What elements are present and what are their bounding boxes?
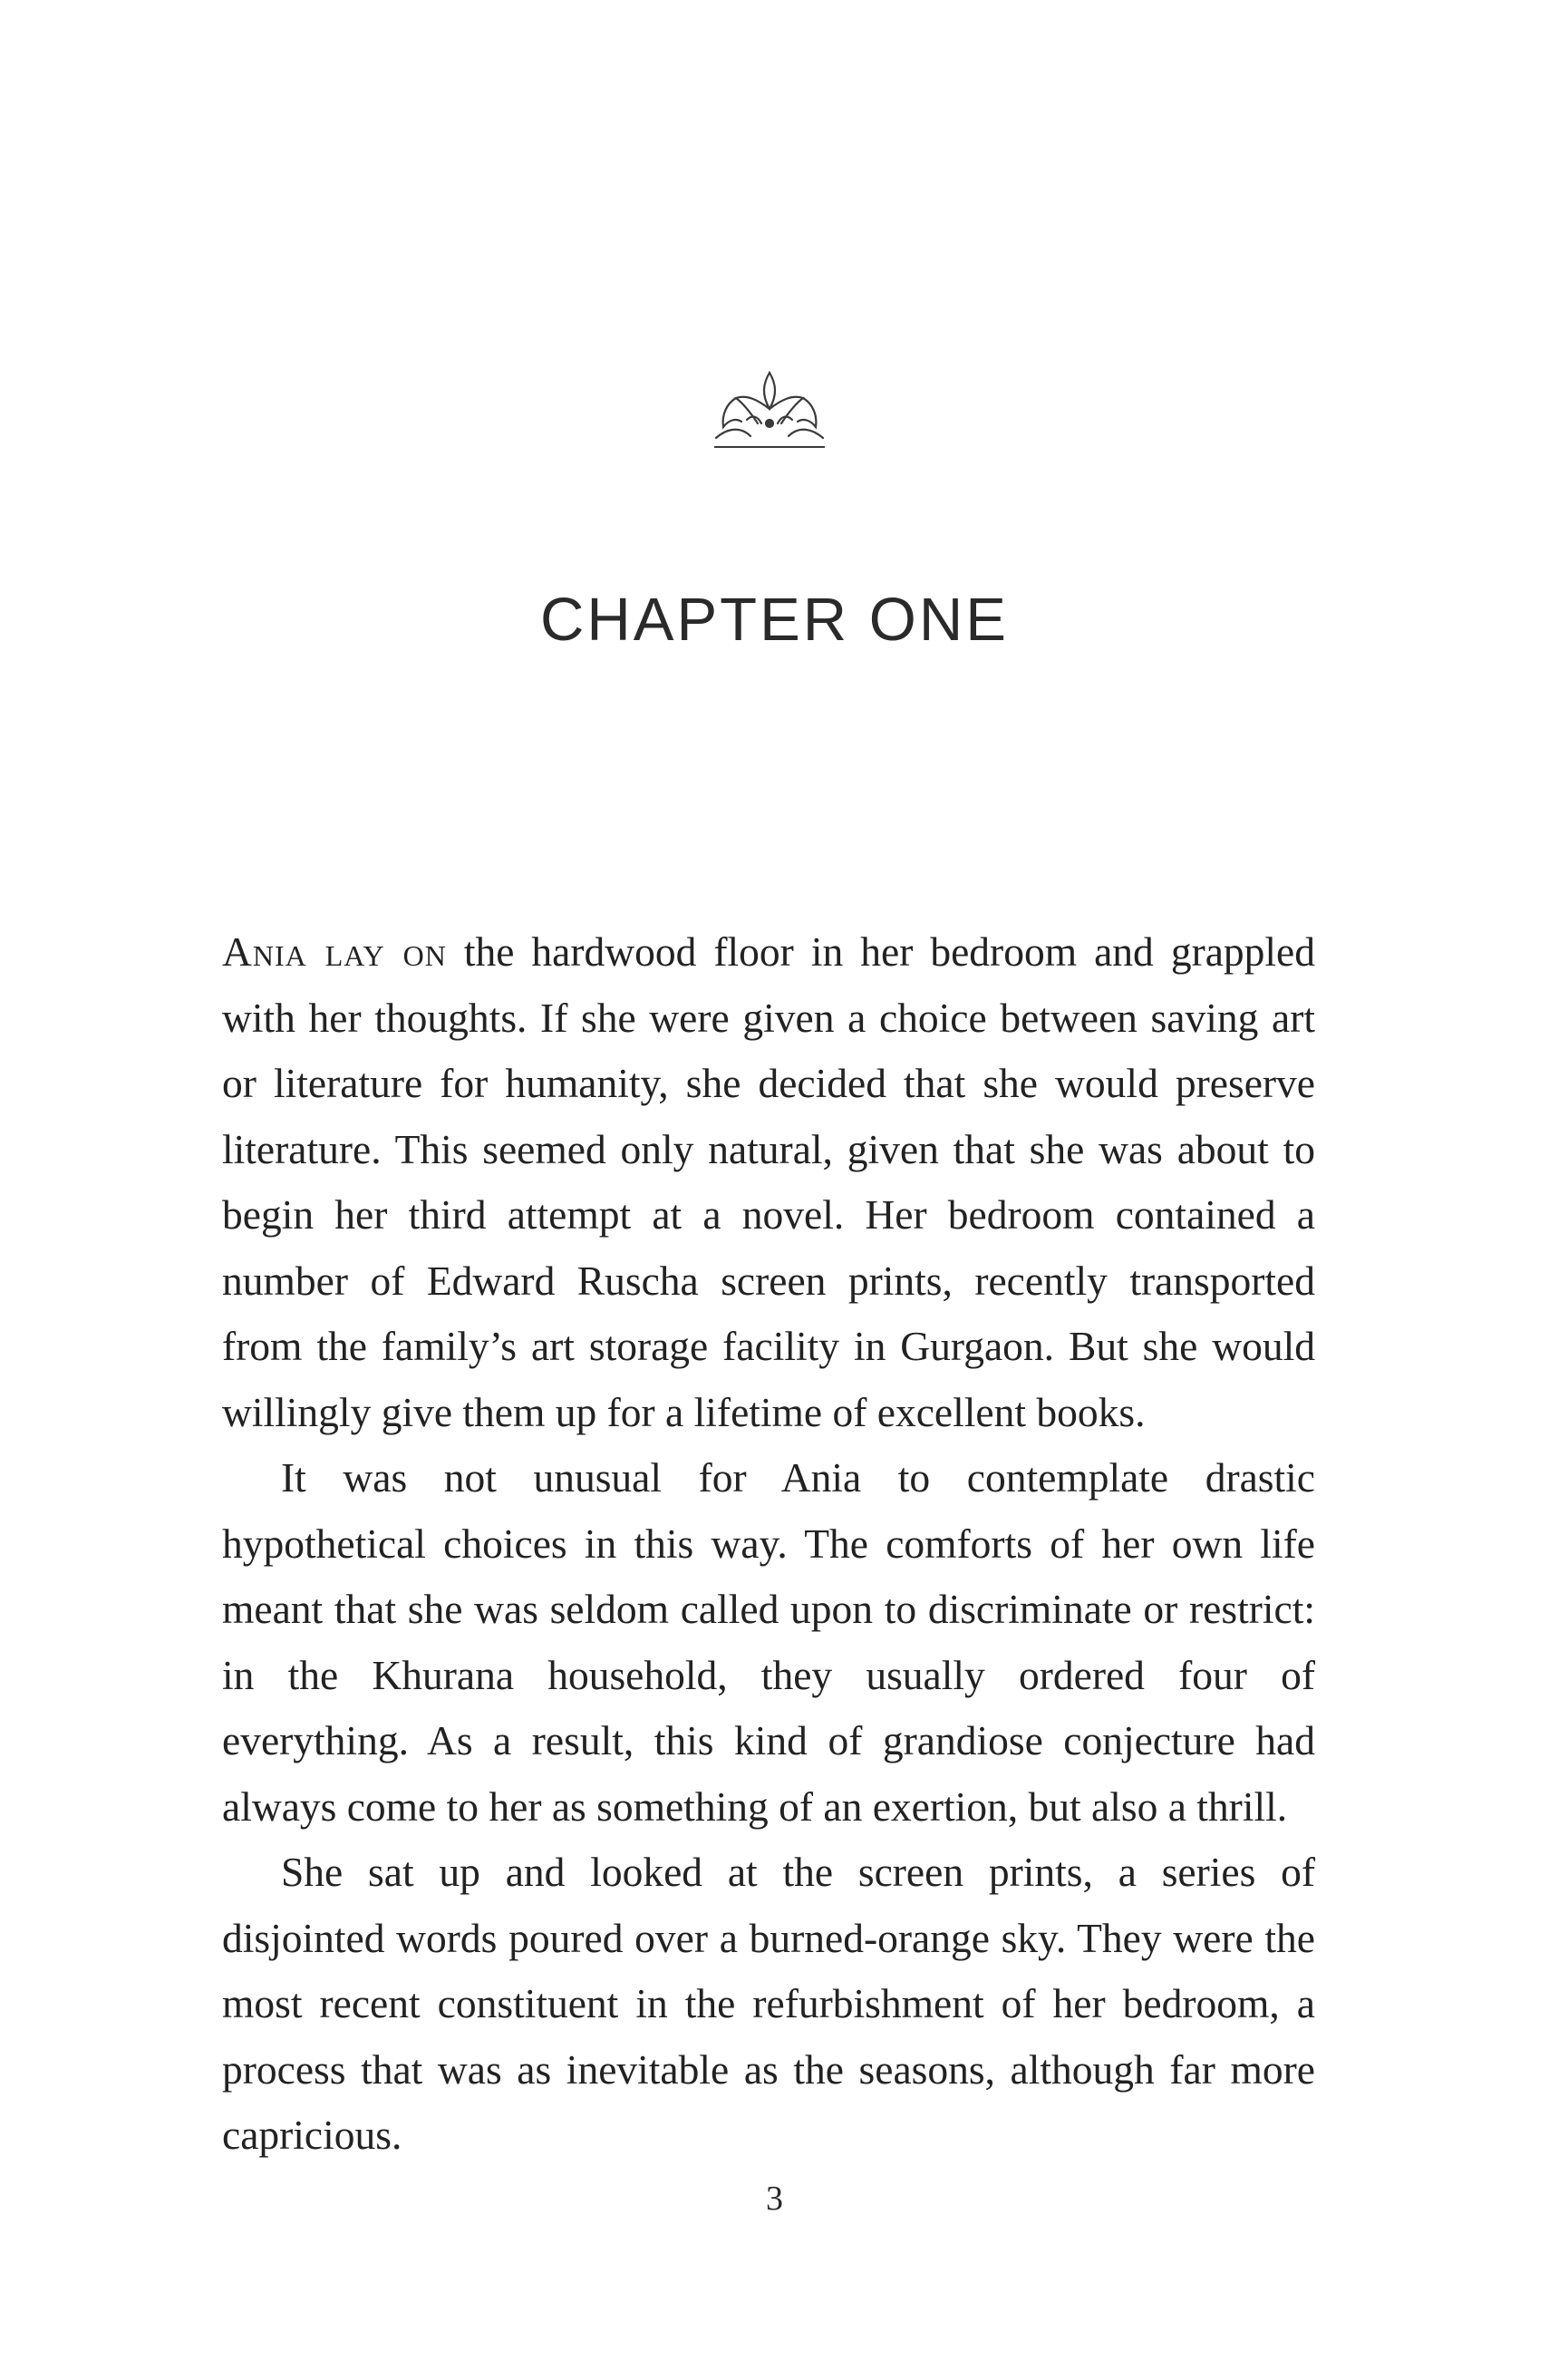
paragraph-1-text: the hardwood floor in her bedroom and grappled with her thoughts. If she were given a choice between saving art or literature for humanity, she decided that she would preserve literature. This seemed only natural, given that she was about to begin her third attempt at a novel. Her bedroom contained a number of Edward Ruscha screen prints, recently transported from the family’s art storage facility in Gurgaon. But she would willingly give them up for a lifetime of excellent books. <box>222 928 1316 1435</box>
paragraph-1 <box>222 919 1315 1445</box>
paragraph-2: It was not unusual for Ania to contemplate drastic hypothetical choices in this way. The comforts of her own life meant that she was seldom called upon to discriminate or restrict: in the Khurana household, they usually ordered four of everything. As a result, this kind of grandiose conjecture had always come to her as something of an exertion, but also a thrill. <box>222 1454 1315 1830</box>
paragraph-3: She sat up and looked at the screen prints, a series of disjointed words poured over a burned-orange sky. They were the most recent constituent in the refurbishment of her bedroom, a process that was as inevitable as the seasons, although far more capricious. <box>222 1849 1315 2158</box>
lotus-ornament-icon <box>711 367 828 451</box>
page-number: 3 <box>766 2180 783 2218</box>
paragraph-1-lead-in: Ania lay on <box>222 928 447 975</box>
chapter-body <box>222 919 1315 2169</box>
chapter-heading: CHAPTER ONE <box>540 586 1009 654</box>
